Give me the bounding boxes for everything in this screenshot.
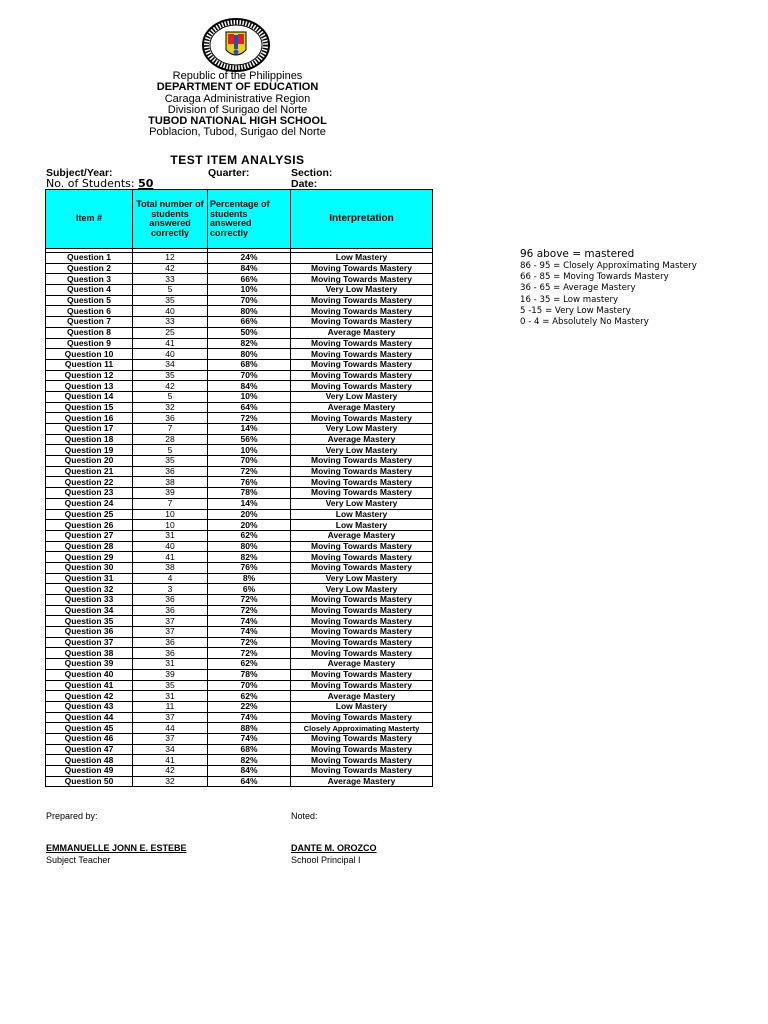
quarter-label: Quarter: [208, 167, 250, 179]
interpretation-cell: Moving Towards Mastery [291, 295, 433, 306]
interpretation-cell: Average Mastery [291, 434, 433, 445]
table-row [46, 584, 433, 595]
percentage-cell: 66% [208, 274, 291, 285]
percentage-cell: 70% [208, 680, 291, 691]
percentage-cell: 72% [208, 413, 291, 424]
item-cell: Question 2 [46, 263, 133, 274]
item-cell: Question 19 [46, 445, 133, 456]
total-cell: 41 [133, 755, 208, 766]
interpretation-cell: Very Low Mastery [291, 498, 433, 509]
percentage-cell: 74% [208, 616, 291, 627]
item-cell: Question 40 [46, 669, 133, 680]
percentage-cell: 84% [208, 766, 291, 777]
interpretation-cell: Moving Towards Mastery [291, 349, 433, 360]
item-cell: Question 36 [46, 627, 133, 638]
header-department: DEPARTMENT OF EDUCATION [156, 81, 319, 93]
percentage-cell: 76% [208, 477, 291, 488]
header-interpretation: Interpretation [291, 190, 433, 249]
percentage-cell: 64% [208, 402, 291, 413]
item-cell: Question 37 [46, 637, 133, 648]
item-cell: Question 44 [46, 712, 133, 723]
table-row [46, 274, 433, 285]
total-cell: 3 [133, 584, 208, 595]
legend-item: 66 - 85 = Moving Towards Mastery [520, 272, 669, 283]
interpretation-cell: Average Mastery [291, 659, 433, 670]
item-cell: Question 16 [46, 413, 133, 424]
percentage-cell: 78% [208, 488, 291, 499]
percentage-cell: 84% [208, 263, 291, 274]
percentage-cell: 88% [208, 723, 291, 734]
table-row [46, 488, 433, 499]
table-row [46, 659, 433, 670]
item-cell: Question 5 [46, 295, 133, 306]
total-cell: 7 [133, 498, 208, 509]
item-cell: Question 42 [46, 691, 133, 702]
total-cell: 25 [133, 327, 208, 338]
total-cell: 35 [133, 680, 208, 691]
total-cell: 41 [133, 338, 208, 349]
percentage-cell: 72% [208, 648, 291, 659]
interpretation-cell: Moving Towards Mastery [291, 338, 433, 349]
interpretation-cell: Average Mastery [291, 530, 433, 541]
percentage-cell: 78% [208, 669, 291, 680]
percentage-cell: 80% [208, 541, 291, 552]
table-row [46, 701, 433, 712]
interpretation-cell: Moving Towards Mastery [291, 381, 433, 392]
percentage-cell: 70% [208, 370, 291, 381]
table-row [46, 616, 433, 627]
interpretation-cell: Moving Towards Mastery [291, 488, 433, 499]
interpretation-cell: Moving Towards Mastery [291, 456, 433, 467]
interpretation-cell: Average Mastery [291, 691, 433, 702]
interpretation-cell: Very Low Mastery [291, 584, 433, 595]
item-cell: Question 39 [46, 659, 133, 670]
interpretation-cell: Low Mastery [291, 509, 433, 520]
percentage-cell: 82% [208, 755, 291, 766]
item-cell: Question 3 [46, 274, 133, 285]
item-cell: Question 48 [46, 755, 133, 766]
total-cell: 31 [133, 659, 208, 670]
item-cell: Question 13 [46, 381, 133, 392]
deped-seal-icon [201, 18, 271, 72]
interpretation-cell: Very Low Mastery [291, 391, 433, 402]
item-cell: Question 47 [46, 744, 133, 755]
percentage-cell: 14% [208, 424, 291, 435]
interpretation-cell: Low Mastery [291, 520, 433, 531]
item-cell: Question 30 [46, 562, 133, 573]
interpretation-cell: Very Low Mastery [291, 573, 433, 584]
table-row [46, 413, 433, 424]
header-school: TUBOD NATIONAL HIGH SCHOOL [148, 115, 327, 127]
interpretation-cell: Moving Towards Mastery [291, 370, 433, 381]
total-cell: 36 [133, 605, 208, 616]
interpretation-cell: Moving Towards Mastery [291, 317, 433, 328]
item-cell: Question 7 [46, 317, 133, 328]
percentage-cell: 10% [208, 445, 291, 456]
percentage-cell: 66% [208, 317, 291, 328]
table-row [46, 680, 433, 691]
table-row [46, 669, 433, 680]
percentage-cell: 72% [208, 637, 291, 648]
table-row [46, 627, 433, 638]
item-cell: Question 8 [46, 327, 133, 338]
interpretation-cell: Closely Approximating Masterty [291, 723, 433, 734]
table-row [46, 573, 433, 584]
item-cell: Question 45 [46, 723, 133, 734]
interpretation-cell: Moving Towards Mastery [291, 627, 433, 638]
item-cell: Question 27 [46, 530, 133, 541]
table-row [46, 509, 433, 520]
table-row [46, 359, 433, 370]
item-cell: Question 33 [46, 595, 133, 606]
percentage-cell: 56% [208, 434, 291, 445]
noted-label: Noted: [291, 811, 318, 821]
total-cell: 5 [133, 391, 208, 402]
table-row [46, 370, 433, 381]
percentage-cell: 68% [208, 744, 291, 755]
item-cell: Question 6 [46, 306, 133, 317]
table-row [46, 424, 433, 435]
table-row [46, 456, 433, 467]
table-row [46, 338, 433, 349]
total-cell: 28 [133, 434, 208, 445]
table-row [46, 648, 433, 659]
header-region: Caraga Administrative Region [164, 93, 311, 105]
percentage-cell: 50% [208, 327, 291, 338]
table-row [46, 723, 433, 734]
total-cell: 38 [133, 562, 208, 573]
item-cell: Question 12 [46, 370, 133, 381]
table-row [46, 530, 433, 541]
item-cell: Question 43 [46, 701, 133, 712]
total-cell: 34 [133, 359, 208, 370]
interpretation-cell: Moving Towards Mastery [291, 733, 433, 744]
table-row [46, 744, 433, 755]
page-title: TEST ITEM ANALYSIS [170, 153, 305, 167]
total-cell: 37 [133, 627, 208, 638]
table-row [46, 349, 433, 360]
interpretation-cell: Moving Towards Mastery [291, 605, 433, 616]
item-cell: Question 15 [46, 402, 133, 413]
teacher-name: EMMANUELLE JONN E. ESTEBE [46, 843, 187, 853]
students-value: 50 [138, 177, 154, 190]
table-row [46, 381, 433, 392]
legend-item: 86 - 95 = Closely Approximating Mastery [520, 261, 697, 271]
total-cell: 4 [133, 573, 208, 584]
total-cell: 12 [133, 253, 208, 264]
item-cell: Question 17 [46, 424, 133, 435]
total-cell: 40 [133, 349, 208, 360]
students-label: No. of Students: [46, 177, 135, 190]
header-total: Total number of students answered correctly [133, 190, 208, 249]
header-item: Item # [46, 190, 133, 249]
percentage-cell: 22% [208, 701, 291, 712]
table-row [46, 691, 433, 702]
interpretation-cell: Very Low Mastery [291, 285, 433, 296]
table-row [46, 712, 433, 723]
percentage-cell: 62% [208, 659, 291, 670]
percentage-cell: 10% [208, 391, 291, 402]
total-cell: 10 [133, 520, 208, 531]
interpretation-cell: Moving Towards Mastery [291, 680, 433, 691]
item-cell: Question 14 [46, 391, 133, 402]
total-cell: 37 [133, 712, 208, 723]
total-cell: 42 [133, 263, 208, 274]
item-cell: Question 23 [46, 488, 133, 499]
table-row [46, 295, 433, 306]
percentage-cell: 62% [208, 530, 291, 541]
percentage-cell: 14% [208, 498, 291, 509]
percentage-cell: 10% [208, 285, 291, 296]
interpretation-cell: Average Mastery [291, 402, 433, 413]
table-row [46, 733, 433, 744]
total-cell: 36 [133, 648, 208, 659]
item-cell: Question 11 [46, 359, 133, 370]
table-row [46, 391, 433, 402]
interpretation-cell: Very Low Mastery [291, 424, 433, 435]
interpretation-cell: Moving Towards Mastery [291, 359, 433, 370]
item-cell: Question 18 [46, 434, 133, 445]
item-cell: Question 10 [46, 349, 133, 360]
item-cell: Question 9 [46, 338, 133, 349]
total-cell: 7 [133, 424, 208, 435]
total-cell: 10 [133, 509, 208, 520]
table-row [46, 541, 433, 552]
total-cell: 39 [133, 488, 208, 499]
table-body [46, 249, 433, 787]
total-cell: 31 [133, 691, 208, 702]
interpretation-cell: Moving Towards Mastery [291, 263, 433, 274]
prepared-by-label: Prepared by: [46, 811, 98, 821]
total-cell: 39 [133, 669, 208, 680]
item-cell: Question 49 [46, 766, 133, 777]
table-row [46, 562, 433, 573]
interpretation-cell: Average Mastery [291, 327, 433, 338]
table-row [46, 263, 433, 274]
total-cell: 11 [133, 701, 208, 712]
item-cell: Question 50 [46, 776, 133, 787]
total-cell: 37 [133, 616, 208, 627]
interpretation-cell: Moving Towards Mastery [291, 616, 433, 627]
interpretation-cell: Moving Towards Mastery [291, 755, 433, 766]
total-cell: 36 [133, 413, 208, 424]
percentage-cell: 76% [208, 562, 291, 573]
percentage-cell: 72% [208, 595, 291, 606]
interpretation-cell: Moving Towards Mastery [291, 595, 433, 606]
header-address: Poblacion, Tubod, Surigao del Norte [149, 126, 326, 138]
total-cell: 32 [133, 776, 208, 787]
percentage-cell: 24% [208, 253, 291, 264]
percentage-cell: 20% [208, 509, 291, 520]
total-cell: 32 [133, 402, 208, 413]
percentage-cell: 72% [208, 466, 291, 477]
item-cell: Question 34 [46, 605, 133, 616]
header-percentage: Percentage of students answered correctly [208, 190, 291, 249]
interpretation-cell: Moving Towards Mastery [291, 637, 433, 648]
principal-role: School Principal I [291, 855, 361, 865]
item-cell: Question 38 [46, 648, 133, 659]
table-row [46, 434, 433, 445]
section-label: Section: [291, 167, 333, 179]
percentage-cell: 8% [208, 573, 291, 584]
table-row [46, 776, 433, 787]
total-cell: 42 [133, 381, 208, 392]
total-cell: 36 [133, 637, 208, 648]
header-division: Division of Surigao del Norte [167, 104, 308, 116]
item-analysis-table [45, 189, 433, 787]
interpretation-cell: Moving Towards Mastery [291, 744, 433, 755]
item-cell: Question 31 [46, 573, 133, 584]
percentage-cell: 20% [208, 520, 291, 531]
table-row [46, 498, 433, 509]
interpretation-cell: Average Mastery [291, 776, 433, 787]
table-row [46, 402, 433, 413]
total-cell: 33 [133, 317, 208, 328]
interpretation-cell: Moving Towards Mastery [291, 413, 433, 424]
interpretation-cell: Moving Towards Mastery [291, 669, 433, 680]
interpretation-cell: Low Mastery [291, 701, 433, 712]
total-cell: 35 [133, 456, 208, 467]
percentage-cell: 62% [208, 691, 291, 702]
table-row [46, 477, 433, 488]
interpretation-cell: Moving Towards Mastery [291, 274, 433, 285]
table-row [46, 445, 433, 456]
item-cell: Question 29 [46, 552, 133, 563]
item-cell: Question 28 [46, 541, 133, 552]
interpretation-cell: Moving Towards Mastery [291, 552, 433, 563]
item-cell: Question 26 [46, 520, 133, 531]
interpretation-cell: Moving Towards Mastery [291, 766, 433, 777]
interpretation-cell: Moving Towards Mastery [291, 648, 433, 659]
table-row [46, 766, 433, 777]
total-cell: 44 [133, 723, 208, 734]
item-cell: Question 20 [46, 456, 133, 467]
legend-item: 0 - 4 = Absolutely No Mastery [520, 317, 649, 328]
percentage-cell: 72% [208, 605, 291, 616]
total-cell: 31 [133, 530, 208, 541]
item-cell: Question 24 [46, 498, 133, 509]
total-cell: 35 [133, 295, 208, 306]
interpretation-cell: Moving Towards Mastery [291, 477, 433, 488]
table-row [46, 520, 433, 531]
total-cell: 40 [133, 541, 208, 552]
percentage-cell: 84% [208, 381, 291, 392]
table-row [46, 306, 433, 317]
table-row [46, 327, 433, 338]
table-row [46, 552, 433, 563]
percentage-cell: 6% [208, 584, 291, 595]
item-cell: Question 25 [46, 509, 133, 520]
total-cell: 36 [133, 466, 208, 477]
table-row [46, 317, 433, 328]
percentage-cell: 74% [208, 627, 291, 638]
total-cell: 33 [133, 274, 208, 285]
legend-item: 5 -15 = Very Low Mastery [520, 305, 631, 316]
interpretation-cell: Moving Towards Mastery [291, 466, 433, 477]
total-cell: 34 [133, 744, 208, 755]
table-row [46, 605, 433, 616]
percentage-cell: 80% [208, 306, 291, 317]
item-cell: Question 46 [46, 733, 133, 744]
item-cell: Question 22 [46, 477, 133, 488]
percentage-cell: 74% [208, 733, 291, 744]
item-cell: Question 41 [46, 680, 133, 691]
percentage-cell: 70% [208, 295, 291, 306]
item-cell: Question 32 [46, 584, 133, 595]
principal-name: DANTE M. OROZCO [291, 843, 377, 853]
percentage-cell: 80% [208, 349, 291, 360]
total-cell: 42 [133, 766, 208, 777]
item-cell: Question 35 [46, 616, 133, 627]
date-label: Date: [291, 178, 318, 190]
table-row [46, 595, 433, 606]
total-cell: 5 [133, 285, 208, 296]
total-cell: 41 [133, 552, 208, 563]
percentage-cell: 74% [208, 712, 291, 723]
interpretation-cell: Moving Towards Mastery [291, 541, 433, 552]
total-cell: 5 [133, 445, 208, 456]
interpretation-cell: Low Mastery [291, 253, 433, 264]
table-row [46, 637, 433, 648]
percentage-cell: 64% [208, 776, 291, 787]
legend-item: 16 - 35 = Low mastery [520, 294, 619, 305]
percentage-cell: 82% [208, 552, 291, 563]
table-row [46, 466, 433, 477]
subject-year-label: Subject/Year: [46, 167, 113, 179]
total-cell: 36 [133, 595, 208, 606]
total-cell: 40 [133, 306, 208, 317]
teacher-role: Subject Teacher [46, 855, 111, 865]
interpretation-cell: Moving Towards Mastery [291, 562, 433, 573]
total-cell: 38 [133, 477, 208, 488]
header-republic: Republic of the Philippines [172, 70, 303, 82]
legend-item: 36 - 65 = Average Mastery [520, 283, 636, 294]
item-cell: Question 4 [46, 285, 133, 296]
interpretation-cell: Moving Towards Mastery [291, 712, 433, 723]
interpretation-cell: Moving Towards Mastery [291, 306, 433, 317]
table-header-row [46, 190, 433, 249]
legend-item: 96 above = mastered [520, 248, 635, 260]
percentage-cell: 82% [208, 338, 291, 349]
percentage-cell: 68% [208, 359, 291, 370]
table-row [46, 285, 433, 296]
table-row [46, 755, 433, 766]
item-cell: Question 21 [46, 466, 133, 477]
interpretation-cell: Very Low Mastery [291, 445, 433, 456]
table-row [46, 253, 433, 264]
total-cell: 35 [133, 370, 208, 381]
mastery-legend [520, 248, 697, 328]
item-cell: Question 1 [46, 253, 133, 264]
total-cell: 37 [133, 733, 208, 744]
percentage-cell: 70% [208, 456, 291, 467]
